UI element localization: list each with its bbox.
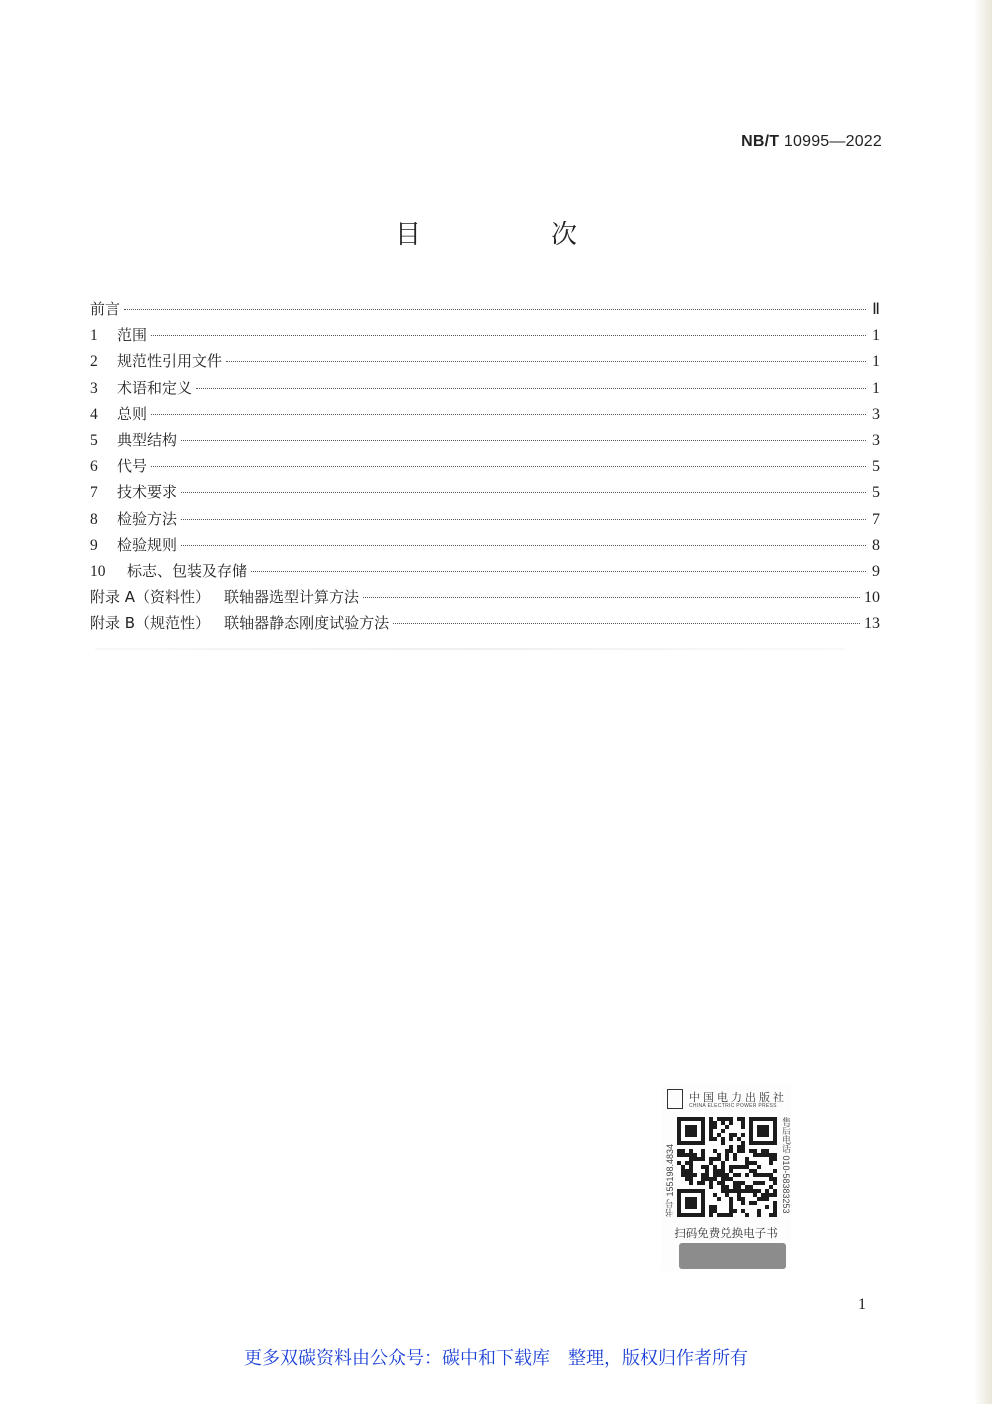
toc-entry-label: 规范性引用文件 [117,352,223,371]
qr-module [773,1193,777,1197]
qr-module [685,1197,697,1209]
standard-number: 10995—2022 [783,133,882,150]
qr-module [729,1177,733,1181]
publisher-header [667,1089,791,1111]
toc-entry[interactable] [90,377,880,403]
qr-module [733,1189,737,1193]
qr-module [721,1173,725,1177]
qr-module [729,1201,733,1205]
qr-module [757,1209,761,1213]
qr-module [753,1149,757,1153]
qr-module [741,1145,745,1149]
qr-module [701,1149,705,1153]
qr-module [681,1165,685,1169]
toc-entry-number: 2 [90,353,98,371]
qr-caption: 扫码免费兑换电子书 [674,1226,778,1240]
qr-module [713,1177,717,1181]
qr-module [737,1137,741,1141]
qr-module [757,1189,761,1193]
qr-module [721,1169,725,1173]
toc-entry-page: 3 [872,431,880,449]
qr-module [725,1117,729,1121]
qr-module [729,1197,733,1201]
qr-module [753,1153,757,1157]
qr-module [761,1149,765,1153]
toc-entry-number: 1 [90,327,98,345]
qr-module [773,1201,777,1205]
toc-entry-leader-dots [124,309,866,310]
toc-entry-label: 前言 [90,300,121,318]
qr-module [693,1153,697,1157]
qr-module [701,1165,705,1169]
qr-module [737,1189,741,1193]
qr-module [721,1121,725,1125]
qr-module [697,1157,701,1161]
qr-module [725,1177,729,1181]
qr-module [749,1185,753,1189]
qr-module [741,1133,745,1137]
toc-entry[interactable] [90,298,880,324]
toc-entry-page: Ⅱ [872,301,880,318]
toc-entry-label: 技术要求 [117,483,178,502]
qr-module [773,1209,777,1213]
qr-module [765,1193,769,1197]
qr-module [757,1181,761,1185]
qr-module [729,1169,733,1173]
toc-entry-page: 13 [864,615,880,633]
qr-module [737,1173,741,1177]
toc-entry[interactable] [90,455,880,481]
qr-module [769,1173,773,1177]
toc-entry-number: 7 [90,484,98,502]
qr-module [753,1189,757,1193]
qr-module [709,1125,713,1129]
qr-module [677,1161,681,1165]
toc-entry-leader-dots [181,545,866,546]
qr-module [725,1185,729,1189]
qr-module [737,1149,741,1153]
toc-entry-number: 4 [90,405,98,423]
qr-module [709,1129,713,1133]
qr-module [729,1145,733,1149]
qr-module [741,1165,745,1169]
qr-module [737,1145,741,1149]
toc-entry-leader-dots [196,388,866,389]
qr-module [677,1149,681,1153]
qr-module [717,1117,721,1121]
qr-module [741,1209,745,1213]
qr-module [757,1125,769,1137]
page-edge-shadow [974,0,992,1404]
qr-module [753,1201,757,1205]
toc-entry-page: 1 [872,353,880,371]
qr-module [689,1161,693,1165]
qr-module [689,1165,693,1169]
qr-module [709,1205,713,1209]
qr-module [677,1153,681,1157]
qr-module [773,1213,777,1217]
qr-module [725,1153,729,1157]
qr-module [729,1121,733,1125]
qr-module [761,1193,765,1197]
qr-module [689,1177,693,1181]
qr-module [717,1181,721,1185]
qr-module [757,1173,761,1177]
qr-module [697,1181,701,1185]
qr-module [717,1157,721,1161]
qr-module [761,1181,765,1185]
qr-module [773,1205,777,1209]
qr-module [753,1169,757,1173]
qr-module [733,1153,737,1157]
qr-module [689,1153,693,1157]
qr-module [717,1169,721,1173]
toc-entry[interactable] [90,429,880,455]
toc-entry-leader-dots [393,623,860,624]
standard-prefix: NB/T [741,133,780,150]
qr-module [709,1121,713,1125]
toc-entry-leader-dots [181,492,866,493]
qr-module [705,1165,709,1169]
qr-module [725,1173,729,1177]
qr-module [681,1169,685,1173]
qr-module [761,1197,765,1201]
qr-module [733,1157,737,1161]
qr-module [685,1173,689,1177]
toc-entry-page: 5 [872,484,880,502]
toc-entry-leader-dots [251,571,866,572]
qr-module [773,1189,777,1193]
qr-module [717,1197,721,1201]
qr-module [757,1213,761,1217]
qr-module [681,1149,685,1153]
qr-module [709,1177,713,1181]
qr-module [721,1181,725,1185]
qr-module [713,1125,717,1129]
qr-module [749,1189,753,1193]
qr-module [721,1129,725,1133]
qr-module [713,1157,717,1161]
toc-entry-number: 6 [90,458,98,476]
qr-module [765,1149,769,1153]
qr-module [717,1153,721,1157]
toc-entry-label: 检验方法 [117,509,178,528]
qr-module [733,1209,737,1213]
qr-module [713,1165,717,1169]
toc-entry[interactable] [90,612,880,638]
toc-entry[interactable] [90,324,880,350]
qr-module [745,1173,749,1177]
qr-module [737,1181,741,1185]
qr-module [769,1185,773,1189]
qr-module [761,1153,765,1157]
toc-entry[interactable] [90,534,880,560]
qr-module [729,1205,733,1209]
qr-module [741,1189,745,1193]
qr-module [745,1165,749,1169]
qr-module [689,1173,693,1177]
qr-module [773,1169,777,1173]
qr-module [773,1157,777,1161]
qr-module [729,1209,733,1213]
toc-entry-label: 典型结构 [117,430,178,449]
qr-module [733,1185,737,1189]
qr-module [717,1133,721,1137]
qr-module [769,1153,773,1157]
scan-artifact-line [95,648,845,650]
qr-module [741,1201,745,1205]
qr-module [681,1153,685,1157]
toc-entry-leader-dots [151,335,866,336]
toc-entry-leader-dots [363,597,860,598]
toc-entry[interactable] [90,403,880,429]
toc-entry-number: 3 [90,379,98,397]
footer-notice: 更多双碳资料由公众号：碳中和下载库 整理，版权归作者所有 [244,1348,748,1369]
qr-module [733,1173,737,1177]
qr-module [765,1197,769,1201]
toc-entry-appendix-prefix: 附录 B（规范性） [90,614,211,633]
toc-entry-number: 10 [90,562,106,580]
qr-module [733,1165,737,1169]
qr-module [721,1189,725,1193]
qr-module [769,1157,773,1161]
qr-module [765,1205,769,1209]
qr-module [741,1197,745,1201]
qr-module [725,1157,729,1161]
qr-module [725,1189,729,1193]
qr-module [745,1157,749,1161]
toc-entry-label: 术语和定义 [117,378,193,397]
toc-entry-label: 检验规则 [117,535,178,554]
qr-module [749,1149,753,1153]
qr-module [757,1197,761,1201]
qr-module [733,1181,737,1185]
service-phone-text: 售后电话 010-58383253 [781,1117,791,1214]
page-number: 1 [858,1296,866,1313]
qr-module [709,1161,713,1165]
qr-module [753,1173,757,1177]
qr-module [709,1181,713,1185]
qr-module [713,1137,717,1141]
publisher-name: 中国电力出版社 [689,1091,787,1104]
qr-module [773,1181,777,1185]
toc-entry-number: 8 [90,510,98,528]
qr-module [729,1165,733,1169]
toc-entry-number: 5 [90,431,98,449]
qr-module [721,1177,725,1181]
qr-module [749,1161,753,1165]
qr-module [705,1169,709,1173]
qr-module [701,1157,705,1161]
qr-module [765,1189,769,1193]
qr-module [733,1133,737,1137]
standard-code [741,133,882,151]
qr-module [741,1181,745,1185]
qr-module [725,1125,729,1129]
toc-entry-page: 1 [872,379,880,397]
qr-module [729,1149,733,1153]
qr-module [769,1193,773,1197]
toc-entry-number: 9 [90,536,98,554]
toc-entry[interactable] [90,586,880,612]
qr-module [709,1117,713,1121]
qr-module [729,1133,733,1137]
toc-entry-page: 3 [872,405,880,423]
qr-module [721,1161,725,1165]
qr-module [689,1181,693,1185]
toc-entry[interactable] [90,560,880,586]
qr-module [721,1137,725,1141]
qr-module [761,1173,765,1177]
qr-module [713,1209,717,1213]
qr-module [709,1213,713,1217]
qr-module [769,1177,773,1181]
qr-module [753,1161,757,1165]
toc-entry[interactable] [90,508,880,534]
qr-module [745,1189,749,1193]
qr-module [713,1149,717,1153]
qr-module [709,1133,713,1137]
toc-entry-page: 10 [864,589,880,607]
qr-module [729,1213,733,1217]
toc-entry[interactable] [90,350,880,376]
qr-module [721,1185,725,1189]
qr-module [737,1185,741,1189]
qr-module [741,1149,745,1153]
qr-module [685,1125,697,1137]
toc-entry-leader-dots [181,519,866,520]
qr-module [741,1121,745,1125]
qr-module [713,1193,717,1197]
toc-entry-leader-dots [151,466,866,467]
qr-module [705,1177,709,1181]
qr-module [753,1181,757,1185]
qr-module [737,1117,741,1121]
qr-module [741,1125,745,1129]
toc-entry-label: 范围 [117,326,148,345]
toc-entry-label: 总则 [117,404,148,423]
qr-module [725,1213,729,1217]
qr-module [725,1193,729,1197]
qr-module [705,1173,709,1177]
qr-module [741,1141,745,1145]
toc-entry-appendix-prefix: 附录 A（资料性） [90,588,211,607]
qr-module [773,1153,777,1157]
toc-entry-label: 联轴器选型计算方法 [224,588,360,607]
toc-entry-label: 标志、包装及存储 [127,561,248,580]
toc-entry-page: 7 [872,510,880,528]
qr-module [689,1149,693,1153]
qr-card [661,1085,791,1271]
qr-module [717,1213,721,1217]
qr-module [729,1189,733,1193]
qr-module [709,1185,713,1189]
qr-module [729,1117,733,1121]
toc-entry-page: 8 [872,536,880,554]
qr-module [713,1173,717,1177]
qr-module [741,1117,745,1121]
qr-module [773,1177,777,1181]
qr-module [737,1193,741,1197]
qr-module [769,1213,773,1217]
qr-module [693,1173,697,1177]
qr-module [713,1169,717,1173]
qr-module [753,1193,757,1197]
publisher-name-en: CHINA ELECTRIC POWER PRESS [689,1103,777,1109]
page-title: 目 次 [394,220,629,250]
qr-module [737,1197,741,1201]
publisher-logo-icon [667,1089,683,1109]
qr-module [725,1149,729,1153]
qr-module [745,1185,749,1189]
qr-module [689,1169,693,1173]
qr-module [685,1169,689,1173]
table-of-contents [90,298,880,638]
qr-module [709,1209,713,1213]
toc-entry-page: 1 [872,327,880,345]
qr-module [737,1165,741,1169]
toc-entry-leader-dots [151,414,866,415]
qr-module [757,1165,761,1169]
toc-entry-label: 代号 [117,457,148,476]
qr-module [701,1181,705,1185]
qr-module [769,1161,773,1165]
qr-module [721,1117,725,1121]
qr-module [745,1161,749,1165]
toc-entry-label: 联轴器静态刚度试验方法 [224,614,390,633]
qr-module [765,1173,769,1177]
qr-module [689,1157,693,1161]
qr-module [721,1213,725,1217]
qr-module [709,1137,713,1141]
qr-module [701,1177,705,1181]
qr-module [717,1173,721,1177]
qr-module [713,1205,717,1209]
qr-module [713,1121,717,1125]
qr-module [681,1173,685,1177]
scratch-code-area[interactable] [679,1243,786,1269]
qr-module [721,1165,725,1169]
toc-entry[interactable] [90,481,880,507]
book-number-text: 书号 155198.4834 [665,1143,675,1217]
qr-module [765,1153,769,1157]
qr-module [757,1153,761,1157]
qr-module [749,1201,753,1205]
toc-entry-leader-dots [226,361,866,362]
toc-entry-page: 9 [872,562,880,580]
qr-module [745,1213,749,1217]
toc-entry-page: 5 [872,458,880,476]
qr-module [685,1161,689,1165]
qr-module [729,1137,733,1141]
qr-module [749,1169,753,1173]
toc-entry-leader-dots [181,440,866,441]
qr-code-icon[interactable] [677,1117,777,1217]
qr-module [701,1173,705,1177]
qr-module [693,1157,697,1161]
qr-module [685,1153,689,1157]
qr-module [685,1177,689,1181]
qr-module [721,1141,725,1145]
qr-module [709,1157,713,1161]
qr-module [701,1153,705,1157]
